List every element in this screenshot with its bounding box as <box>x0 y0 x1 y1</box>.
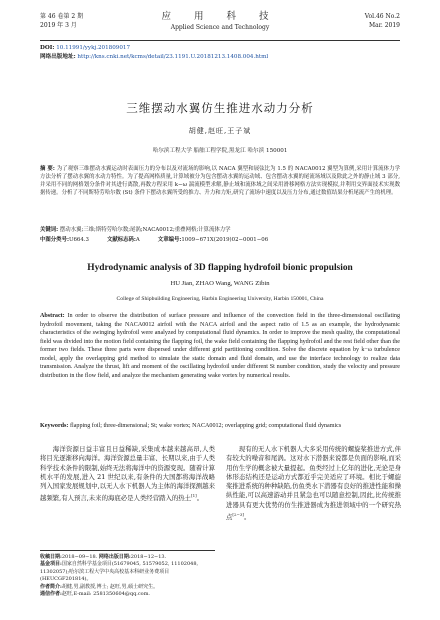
clc-number: 中图分类号:U664.3 <box>40 237 89 243</box>
doi-label: DOI: <box>40 45 55 51</box>
footnote-bio: 作者简介:胡健,男,副教授,博士; 赵旺,男,硕士研究生。 <box>40 583 159 590</box>
online-url-link[interactable]: http://kns.cnki.net/kcms/detail/23.1191.U.20181213.1408.004.html <box>77 53 269 60</box>
body-paragraph: 现有的无人水下机器人大多采用传统的螺旋桨推进方式,伴有较大的噪音和尾涡。这对水下潜器来说都是负面的影响,而采用仿生学的概念被大量提起。鱼类经过上亿年的进化,无论是身体形态结构还是运动方式都近乎完美适应了环境。相比于螺旋桨推进系统的种种缺陷,仿鱼类水下潜器有良好的推进性能和操纵性能,可以高速游动并且紧急也可以随意控制,因此,比传统推进器具有更大优势的仿生推进器成为推进领域中的一个研究热点[2−3]。 <box>226 445 401 522</box>
volume-issue-cn: 第 46 卷第 2 期 <box>40 13 84 20</box>
abstract-cn-text: 为了观察三维摆动水翼运动时表面压力的分布以及对流场的影响,以 NACA 翼型和展弦比为 1.5 的 NACA0012 翼型为算例,采用计算流体力学方法分析了摆动水翼的水动力特性。为了提高网格质量,计算域被分为包含摆动水翼的运动域、包含摆动水翼的尾流场域以及除此之外的静止域 3 部分,并采用不同的网格划分条件对其进行离散,再数方程采用 k−ω 湍流模型求解,静止域和流体域之间采用滑移网格方法实现模拟,并利用交界面技术实现数据传递。分析了不同斯特劳哈尔数 (St) 条件下摆动水翼所受的推力、升力和力矩,研究了流场中速度以及压力分布,通过数值结果分析尾流产生的机理。 <box>40 166 400 196</box>
abstract-cn-label: 摘 要: <box>40 166 55 172</box>
keywords-cn-label: 关键词: <box>40 227 59 233</box>
keywords-chinese <box>40 226 400 234</box>
footnote-block <box>40 550 215 598</box>
url-label: 网络出版地址: <box>40 53 76 60</box>
date-cn: 2019 年 3 月 <box>40 22 77 29</box>
body-column-left <box>40 445 215 504</box>
footnote-fund: 基金项目:国家自然科学基金项目(51679045, 51579052, 11102048, 11302057);哈尔滨工程大学中央高校基本科研业务费项目(HEUCGF201814)。 <box>40 561 199 583</box>
article-number: 文章编号:1009−671X(2019)02−0001−06 <box>157 237 269 243</box>
keywords-cn-text: 摆动水翼;三维;斯特劳哈尔数;尾涡;NACA0012;重叠网格;计算流体力学 <box>59 227 231 233</box>
keywords-english <box>40 422 400 431</box>
citation: [1] <box>191 493 197 499</box>
authors-chinese: 胡健,赵旺,王子斌 <box>188 127 252 135</box>
keywords-en-label: Keywords: <box>40 423 69 429</box>
abstract-en-text: In order to observe the distribution of surface pressure and influence of the convection field in the three-dimensional oscillating hydrofoil movement, taking the NACA0012 airfoil with the NACA airfoil and the aspect ratio of 1.5 as an example, the hydrodynamic characteristics of the swinging hydrofoil were analyzed by computational fluid dynamics. In order to improve the mesh quality, the computational field was divided into the motion field containing the flapping foil, the wake field containing the flapping hydrofoil and the rest field other than the former two fields. These three parts were dispersed under different grid partitioning condition. Solve the discrete equation by k−ω turbulence model, apply the overlapping grid method to simulate the static domain and fluid domain, and use the interface technology to realize data transmission. Analyze the thrust, lift and moment of the oscillating hydrofoil under different St number condition, study the velocity and pressure distribution in the flow field, and analyze the mechanism generating wake vortex by numerical results. <box>40 313 400 379</box>
article-meta <box>40 44 268 61</box>
abstract-english <box>40 312 400 380</box>
affiliation-english: College of Shipbuilding Engineering, Harbin Engineering University, Harbin 150001, China <box>116 296 324 302</box>
keywords-en-text: flapping foil; three-dimensional; St; wake vortex; NACA0012; overlapping grid; computational fluid dynamics <box>69 423 342 429</box>
url-line <box>40 53 268 62</box>
volume-issue-en: Vol.46 No.2 <box>364 13 400 20</box>
header-right <box>365 12 400 30</box>
authors-english: HU Jian, ZHAO Wang, WANG Zibin <box>170 280 270 287</box>
body-paragraph: 海洋资源日益丰富且日益稀缺,采集成本越来越高昂,人类将目光逐渐移向海洋。海洋资源总量丰富、长期以来,由于人类科学技术条件的限制,始终无法将海洋中的资源变现。随着计算机水平的发展,进入 21 世纪以来,有条件的大国都将海洋战略列入国家发展规划中,以无人水下机器人为主体的海洋探测越来越频繁,有人预言,未来的海底必是人类经营踏入的热土[1]。 <box>40 445 215 503</box>
classification-row <box>40 236 400 244</box>
journal-header <box>40 10 400 41</box>
body-column-right <box>226 445 401 523</box>
doi-link[interactable]: 10.11991/yykj.201809017 <box>56 45 131 51</box>
journal-name-cn: 应 用 科 技 <box>161 11 279 22</box>
title-chinese: 三维摆动水翼仿生推进水动力分析 <box>126 101 314 115</box>
abstract-en-label: Abstract: <box>40 313 65 319</box>
header-center <box>40 10 400 32</box>
date-en: Mar. 2019 <box>368 22 400 29</box>
doi-line <box>40 44 268 53</box>
abstract-chinese <box>40 165 400 197</box>
footnote-corresponding: 通信作者:赵旺,E-mail: 2581350604@qq.com. <box>40 591 151 598</box>
footnote-dates: 收稿日期:2018−09−18. 网络出版日期:2018−12−13. <box>40 554 167 560</box>
journal-name-en: Applied Science and Technology <box>170 24 270 31</box>
title-english: Hydrodynamic analysis of 3D flapping hydrofoil bionic propulsion <box>87 263 353 273</box>
affiliation-chinese: 哈尔滨工程大学 船舶工程学院,黑龙江 哈尔滨 150001 <box>152 148 288 154</box>
citation: [2−3] <box>232 512 244 518</box>
document-code: 文献标志码:A <box>106 237 140 243</box>
